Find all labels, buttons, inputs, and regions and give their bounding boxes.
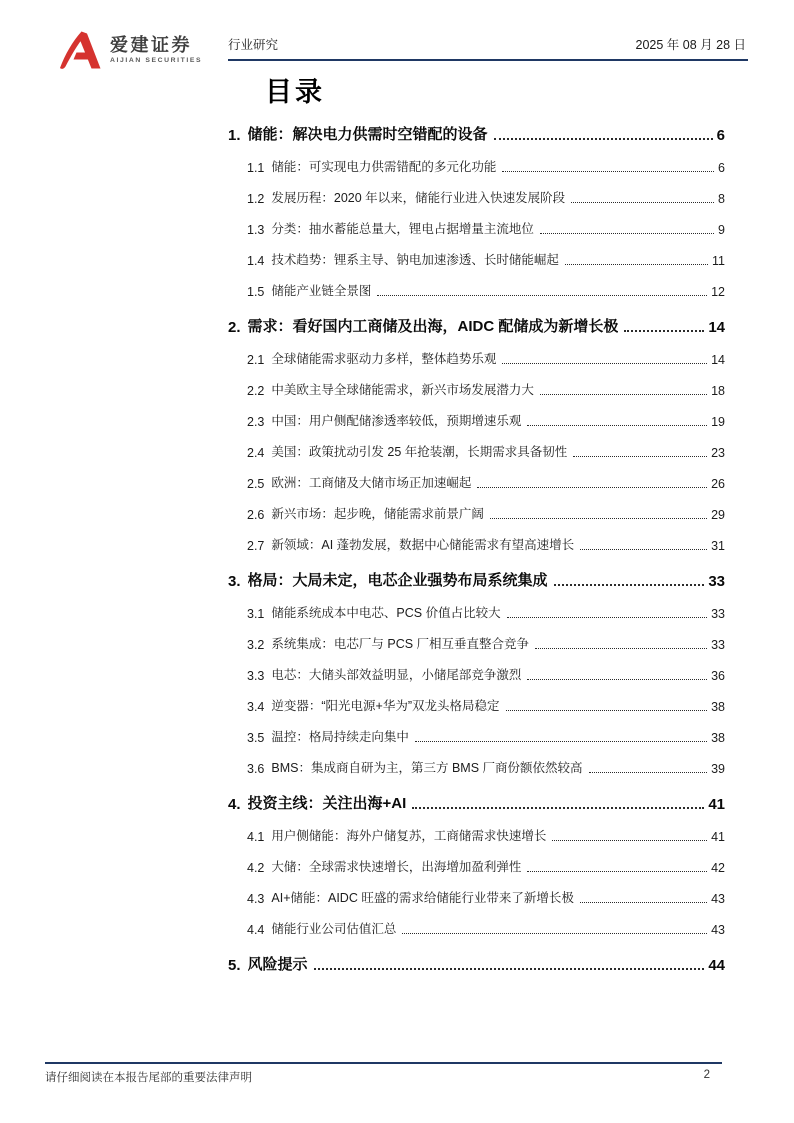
toc-entry-number: 2.5 bbox=[247, 477, 265, 491]
toc-entry-number: 5. bbox=[228, 957, 241, 974]
toc-item-entry[interactable] bbox=[247, 190, 725, 206]
dot-leader bbox=[589, 772, 708, 773]
toc-entry-page: 12 bbox=[711, 285, 725, 299]
toc-entry-page: 19 bbox=[711, 415, 725, 429]
toc-entry-title: 储能：可实现电力供需错配的多元化功能 bbox=[271, 160, 497, 174]
toc-entry-title: 中国：用户侧配储渗透率较低，预期增速乐观 bbox=[271, 414, 522, 428]
header-row bbox=[228, 35, 748, 59]
toc-entry-page: 38 bbox=[711, 731, 725, 745]
brand-logo bbox=[57, 29, 202, 71]
toc-entry-number: 3.2 bbox=[247, 638, 265, 652]
toc-entry-page: 14 bbox=[708, 319, 725, 336]
toc-entry-title: BMS：集成商自研为主，第三方 BMS 厂商份额依然较高 bbox=[271, 761, 583, 775]
toc-entry-title: 逆变器：“阳光电源+华为”双龙头格局稳定 bbox=[271, 699, 500, 713]
toc-entry-title: 投资主线：关注出海+AI bbox=[247, 795, 407, 812]
dot-leader bbox=[540, 394, 707, 395]
toc-entry-title: 储能系统成本中电芯、PCS 价值占比较大 bbox=[271, 606, 501, 620]
toc-entry-number: 2.1 bbox=[247, 353, 265, 367]
toc-item-entry[interactable] bbox=[247, 760, 725, 776]
toc-entry-page: 43 bbox=[711, 923, 725, 937]
dot-leader bbox=[573, 456, 707, 457]
header-block bbox=[228, 35, 748, 61]
toc-entry-page: 39 bbox=[711, 762, 725, 776]
report-category: 行业研究 bbox=[228, 38, 279, 52]
toc-entry-number: 2.2 bbox=[247, 384, 265, 398]
toc-item-entry[interactable] bbox=[247, 890, 725, 906]
dot-leader bbox=[412, 807, 704, 809]
toc-entry-number: 3.3 bbox=[247, 669, 265, 683]
toc-item-entry[interactable] bbox=[247, 351, 725, 367]
toc-entry-title: 储能行业公司估值汇总 bbox=[271, 922, 397, 936]
toc-item-entry[interactable] bbox=[247, 506, 725, 522]
toc-entry-number: 1.3 bbox=[247, 223, 265, 237]
aijian-logo-icon bbox=[57, 29, 103, 71]
toc-entry-title: 用户侧储能：海外户储复苏，工商储需求快速增长 bbox=[271, 829, 547, 843]
brand-text bbox=[110, 36, 202, 64]
toc-entry-page: 6 bbox=[718, 161, 725, 175]
toc-entry-title: 美国：政策扰动引发 25 年抢装潮，长期需求具备韧性 bbox=[271, 445, 568, 459]
toc-entry-page: 29 bbox=[711, 508, 725, 522]
toc-entry-number: 4.4 bbox=[247, 923, 265, 937]
toc-entry-number: 2.3 bbox=[247, 415, 265, 429]
dot-leader bbox=[527, 679, 707, 680]
toc-entry-page: 41 bbox=[711, 830, 725, 844]
toc-item-entry[interactable] bbox=[247, 636, 725, 652]
toc-entry-page: 42 bbox=[711, 861, 725, 875]
toc-item-entry[interactable] bbox=[247, 413, 725, 429]
toc-entry-title: 系统集成：电芯厂与 PCS 厂相互垂直整合竞争 bbox=[271, 637, 530, 651]
report-date: 2025 年 08 月 28 日 bbox=[635, 38, 746, 52]
dot-leader bbox=[565, 264, 708, 265]
toc-entry-title: 储能产业链全景图 bbox=[271, 284, 372, 298]
footer-row bbox=[45, 1064, 722, 1085]
toc-entry-number: 3.4 bbox=[247, 700, 265, 714]
toc-entry-title: 风险提示 bbox=[247, 956, 308, 973]
toc-entry-page: 41 bbox=[708, 796, 725, 813]
toc-item-entry[interactable] bbox=[247, 667, 725, 683]
dot-leader bbox=[552, 840, 707, 841]
toc-entry-page: 33 bbox=[711, 638, 725, 652]
brand-name-en: AIJIAN SECURITIES bbox=[110, 56, 203, 64]
dot-leader bbox=[507, 617, 708, 618]
toc-list bbox=[228, 123, 725, 974]
toc-entry-title: 分类：抽水蓄能总量大，锂电占据增量主流地位 bbox=[271, 222, 534, 236]
toc-entry-page: 11 bbox=[712, 254, 725, 268]
toc-entry-number: 1.4 bbox=[247, 254, 265, 268]
toc-entry-page: 36 bbox=[711, 669, 725, 683]
page-number: 2 bbox=[703, 1069, 710, 1081]
dot-leader bbox=[477, 487, 707, 488]
dot-leader bbox=[490, 518, 707, 519]
toc-item-entry[interactable] bbox=[247, 605, 725, 621]
toc-entry-page: 33 bbox=[711, 607, 725, 621]
dot-leader bbox=[502, 363, 707, 364]
toc-entry-title: 全球储能需求驱动力多样，整体趋势乐观 bbox=[271, 352, 497, 366]
toc-entry-page: 18 bbox=[711, 384, 725, 398]
dot-leader bbox=[580, 902, 707, 903]
toc-entry-number: 1.5 bbox=[247, 285, 265, 299]
dot-leader bbox=[624, 330, 704, 332]
toc-entry-title: 欧洲：工商储及大储市场正加速崛起 bbox=[271, 476, 472, 490]
toc-section-entry[interactable] bbox=[228, 569, 725, 590]
dot-leader bbox=[314, 968, 705, 970]
toc-item-entry[interactable] bbox=[247, 159, 725, 175]
toc-entry-number: 4.3 bbox=[247, 892, 265, 906]
toc-item-entry[interactable] bbox=[247, 475, 725, 491]
toc-item-entry[interactable] bbox=[247, 382, 725, 398]
toc-entry-number: 4. bbox=[228, 796, 241, 813]
toc-entry-number: 1.2 bbox=[247, 192, 265, 206]
toc-section-entry[interactable] bbox=[228, 953, 725, 974]
toc-entry-title: 技术趋势：锂系主导、钠电加速渗透、长时储能崛起 bbox=[271, 253, 559, 267]
toc-entry-page: 9 bbox=[718, 223, 725, 237]
toc-entry-page: 33 bbox=[708, 573, 725, 590]
dot-leader bbox=[502, 171, 714, 172]
toc-entry-title: 格局：大局未定，电芯企业强势布局系统集成 bbox=[247, 572, 548, 589]
toc-entry-number: 3.1 bbox=[247, 607, 265, 621]
toc-item-entry[interactable] bbox=[247, 859, 725, 875]
dot-leader bbox=[540, 233, 714, 234]
toc-title: 目录 bbox=[265, 77, 325, 107]
toc-entry-page: 44 bbox=[708, 957, 725, 974]
dot-leader bbox=[377, 295, 707, 296]
toc-entry-number: 3.6 bbox=[247, 762, 265, 776]
toc-entry-title: 新领域：AI 蓬勃发展，数据中心储能需求有望高速增长 bbox=[271, 538, 575, 552]
toc-entry-page: 23 bbox=[711, 446, 725, 460]
dot-leader bbox=[494, 138, 713, 140]
toc-main bbox=[228, 77, 725, 974]
toc-entry-page: 14 bbox=[711, 353, 725, 367]
toc-entry-title: AI+储能：AIDC 旺盛的需求给储能行业带来了新增长极 bbox=[271, 891, 574, 905]
page-footer bbox=[45, 1062, 722, 1085]
dot-leader bbox=[415, 741, 707, 742]
toc-entry-title: 发展历程：2020 年以来，储能行业进入快速发展阶段 bbox=[271, 191, 566, 205]
toc-entry-number: 4.2 bbox=[247, 861, 265, 875]
toc-entry-title: 储能：解决电力供需时空错配的设备 bbox=[247, 126, 488, 143]
toc-item-entry[interactable] bbox=[247, 828, 725, 844]
dot-leader bbox=[527, 871, 707, 872]
toc-entry-number: 1.1 bbox=[247, 161, 265, 175]
header-divider bbox=[228, 59, 748, 61]
toc-item-entry[interactable] bbox=[247, 283, 725, 299]
dot-leader bbox=[506, 710, 708, 711]
dot-leader bbox=[535, 648, 707, 649]
toc-entry-page: 6 bbox=[716, 127, 725, 144]
toc-item-entry[interactable] bbox=[247, 252, 725, 268]
toc-item-entry[interactable] bbox=[247, 537, 725, 553]
footer-disclaimer: 请仔细阅读在本报告尾部的重要法律声明 bbox=[45, 1072, 252, 1084]
toc-item-entry[interactable] bbox=[247, 698, 725, 714]
dot-leader bbox=[527, 425, 707, 426]
toc-entry-number: 4.1 bbox=[247, 830, 265, 844]
toc-entry-title: 新兴市场：起步晚，储能需求前景广阔 bbox=[271, 507, 484, 521]
toc-section-entry[interactable] bbox=[228, 792, 725, 813]
toc-entry-title: 中美欧主导全球储能需求，新兴市场发展潜力大 bbox=[271, 383, 534, 397]
dot-leader bbox=[554, 584, 705, 586]
dot-leader bbox=[580, 549, 707, 550]
toc-entry-number: 2.4 bbox=[247, 446, 265, 460]
toc-item-entry[interactable] bbox=[247, 444, 725, 460]
toc-entry-number: 2.7 bbox=[247, 539, 265, 553]
toc-entry-title: 电芯：大储头部效益明显，小储尾部竞争激烈 bbox=[271, 668, 522, 682]
toc-entry-number: 1. bbox=[228, 127, 241, 144]
toc-entry-number: 3. bbox=[228, 573, 241, 590]
toc-entry-page: 8 bbox=[718, 192, 725, 206]
toc-section-entry[interactable] bbox=[228, 315, 725, 336]
toc-entry-number: 2. bbox=[228, 319, 241, 336]
toc-entry-title: 大储：全球需求快速增长，出海增加盈利弹性 bbox=[271, 860, 522, 874]
toc-entry-number: 2.6 bbox=[247, 508, 265, 522]
toc-entry-page: 43 bbox=[711, 892, 725, 906]
toc-entry-page: 26 bbox=[711, 477, 725, 491]
toc-item-entry[interactable] bbox=[247, 921, 725, 937]
toc-entry-number: 3.5 bbox=[247, 731, 265, 745]
dot-leader bbox=[402, 933, 707, 934]
toc-section-entry[interactable] bbox=[228, 123, 725, 144]
toc-item-entry[interactable] bbox=[247, 729, 725, 745]
toc-entry-title: 需求：看好国内工商储及出海，AIDC 配储成为新增长极 bbox=[247, 318, 619, 335]
toc-item-entry[interactable] bbox=[247, 221, 725, 237]
toc-entry-page: 38 bbox=[711, 700, 725, 714]
toc-entry-page: 31 bbox=[711, 539, 725, 553]
dot-leader bbox=[571, 202, 714, 203]
brand-name-cn: 爱建证券 bbox=[110, 35, 192, 56]
toc-entry-title: 温控：格局持续走向集中 bbox=[271, 730, 409, 744]
